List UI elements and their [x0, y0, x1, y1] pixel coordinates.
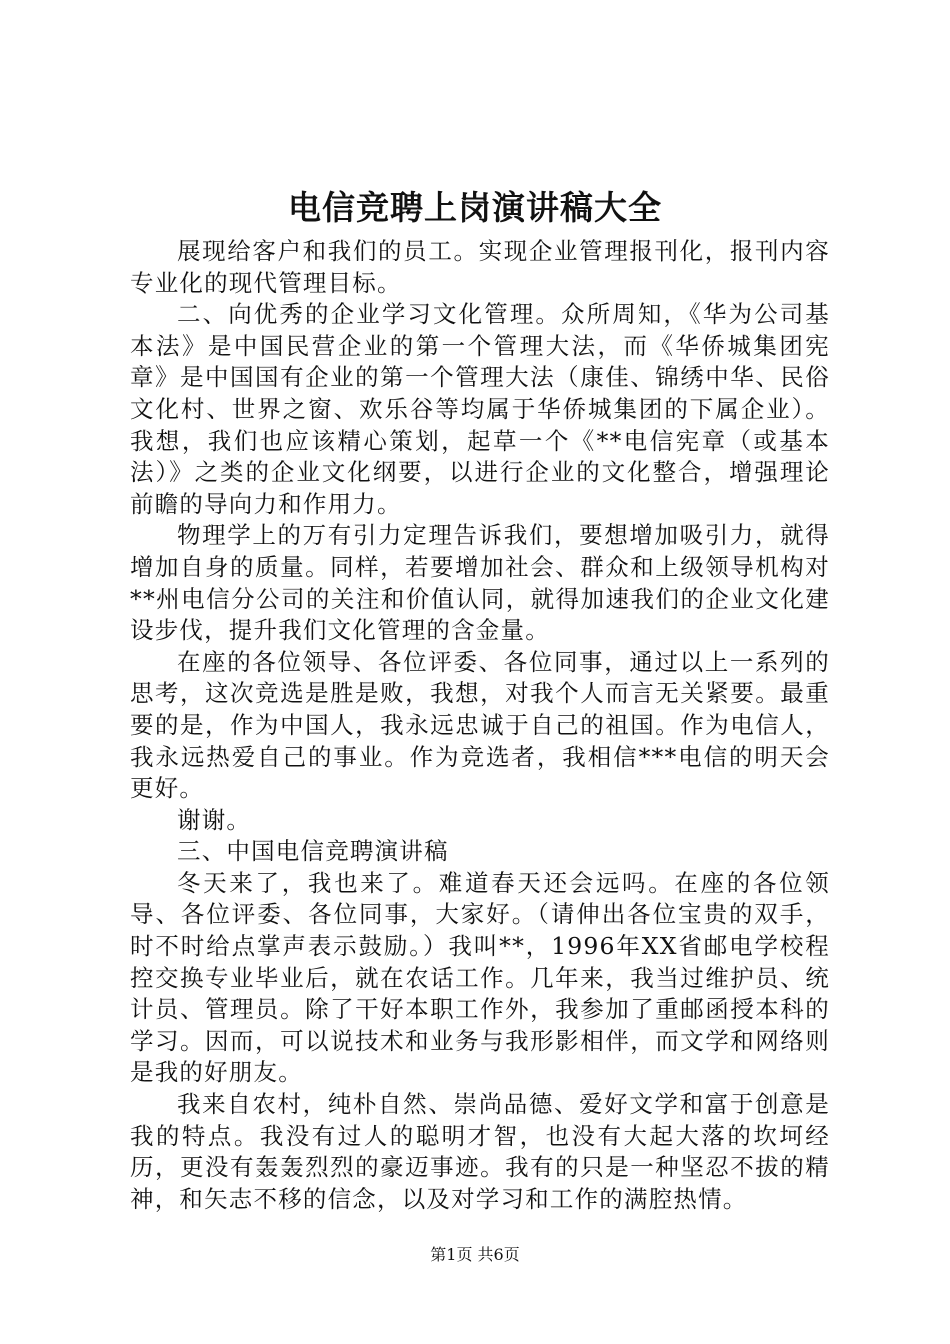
section-heading: 三、中国电信竞聘演讲稿 — [177, 837, 449, 866]
paragraph: 物理学上的万有引力定理告诉我们，要想增加吸引力，就得增加自身的质量。同样，若要增加社会、群众和上级领导机构对**州电信分公司的关注和价值认同，就得加速我们的企业文化建设步伐，提升我们文化管理的含金量。 — [130, 521, 830, 645]
page-footer: 第1页 共6页 — [430, 1245, 520, 1264]
paragraph: 我来自农村，纯朴自然、崇尚品德、爱好文学和富于创意是我的特点。我没有过人的聪明才智，也没有大起大落的坎坷经历，更没有轰轰烈烈的豪迈事迹。我有的只是一种坚忍不拔的精神，和矢志不移的信念，以及对学习和工作的满腔热情。 — [130, 1090, 830, 1213]
paragraph: 展现给客户和我们的员工。实现企业管理报刊化，报刊内容专业化的现代管理目标。 — [130, 237, 830, 297]
document-title: 电信竞聘上岗演讲稿大全 — [288, 188, 662, 227]
paragraph: 在座的各位领导、各位评委、各位同事，通过以上一系列的思考，这次竞选是胜是败，我想，对我个人而言无关紧要。最重要的是，作为中国人，我永远忠诚于自己的祖国。作为电信人，我永远热爱自己的事业。作为竞选者，我相信***电信的明天会更好。 — [130, 647, 830, 803]
paragraph: 谢谢。 — [177, 805, 252, 834]
paragraph: 冬天来了，我也来了。难道春天还会远吗。在座的各位领导、各位评委、各位同事，大家好。（请伸出各位宝贵的双手，时不时给点掌声表示鼓励。）我叫**，1996年XX省邮电学校程控交换专业毕业后，就在农话工作。几年来，我当过维护员、统计员、管理员。除了干好本职工作外，我参加了重邮函授本科的学习。因而，可以说技术和业务与我形影相伴，而文学和网络则是我的好朋友。 — [130, 868, 830, 1087]
document-body — [130, 236, 830, 1215]
paragraph: 二、向优秀的企业学习文化管理。众所周知，《华为公司基本法》是中国民营企业的第一个管理大法，而《华侨城集团宪章》是中国国有企业的第一个管理大法（康佳、锦绣中华、民俗文化村、世界之窗、欢乐谷等均属于华侨城集团的下属企业）。我想，我们也应该精心策划，起草一个《**电信宪章（或基本法）》之类的企业文化纲要，以进行企业的文化整合，增强理论前瞻的导向力和作用力。 — [130, 300, 830, 518]
